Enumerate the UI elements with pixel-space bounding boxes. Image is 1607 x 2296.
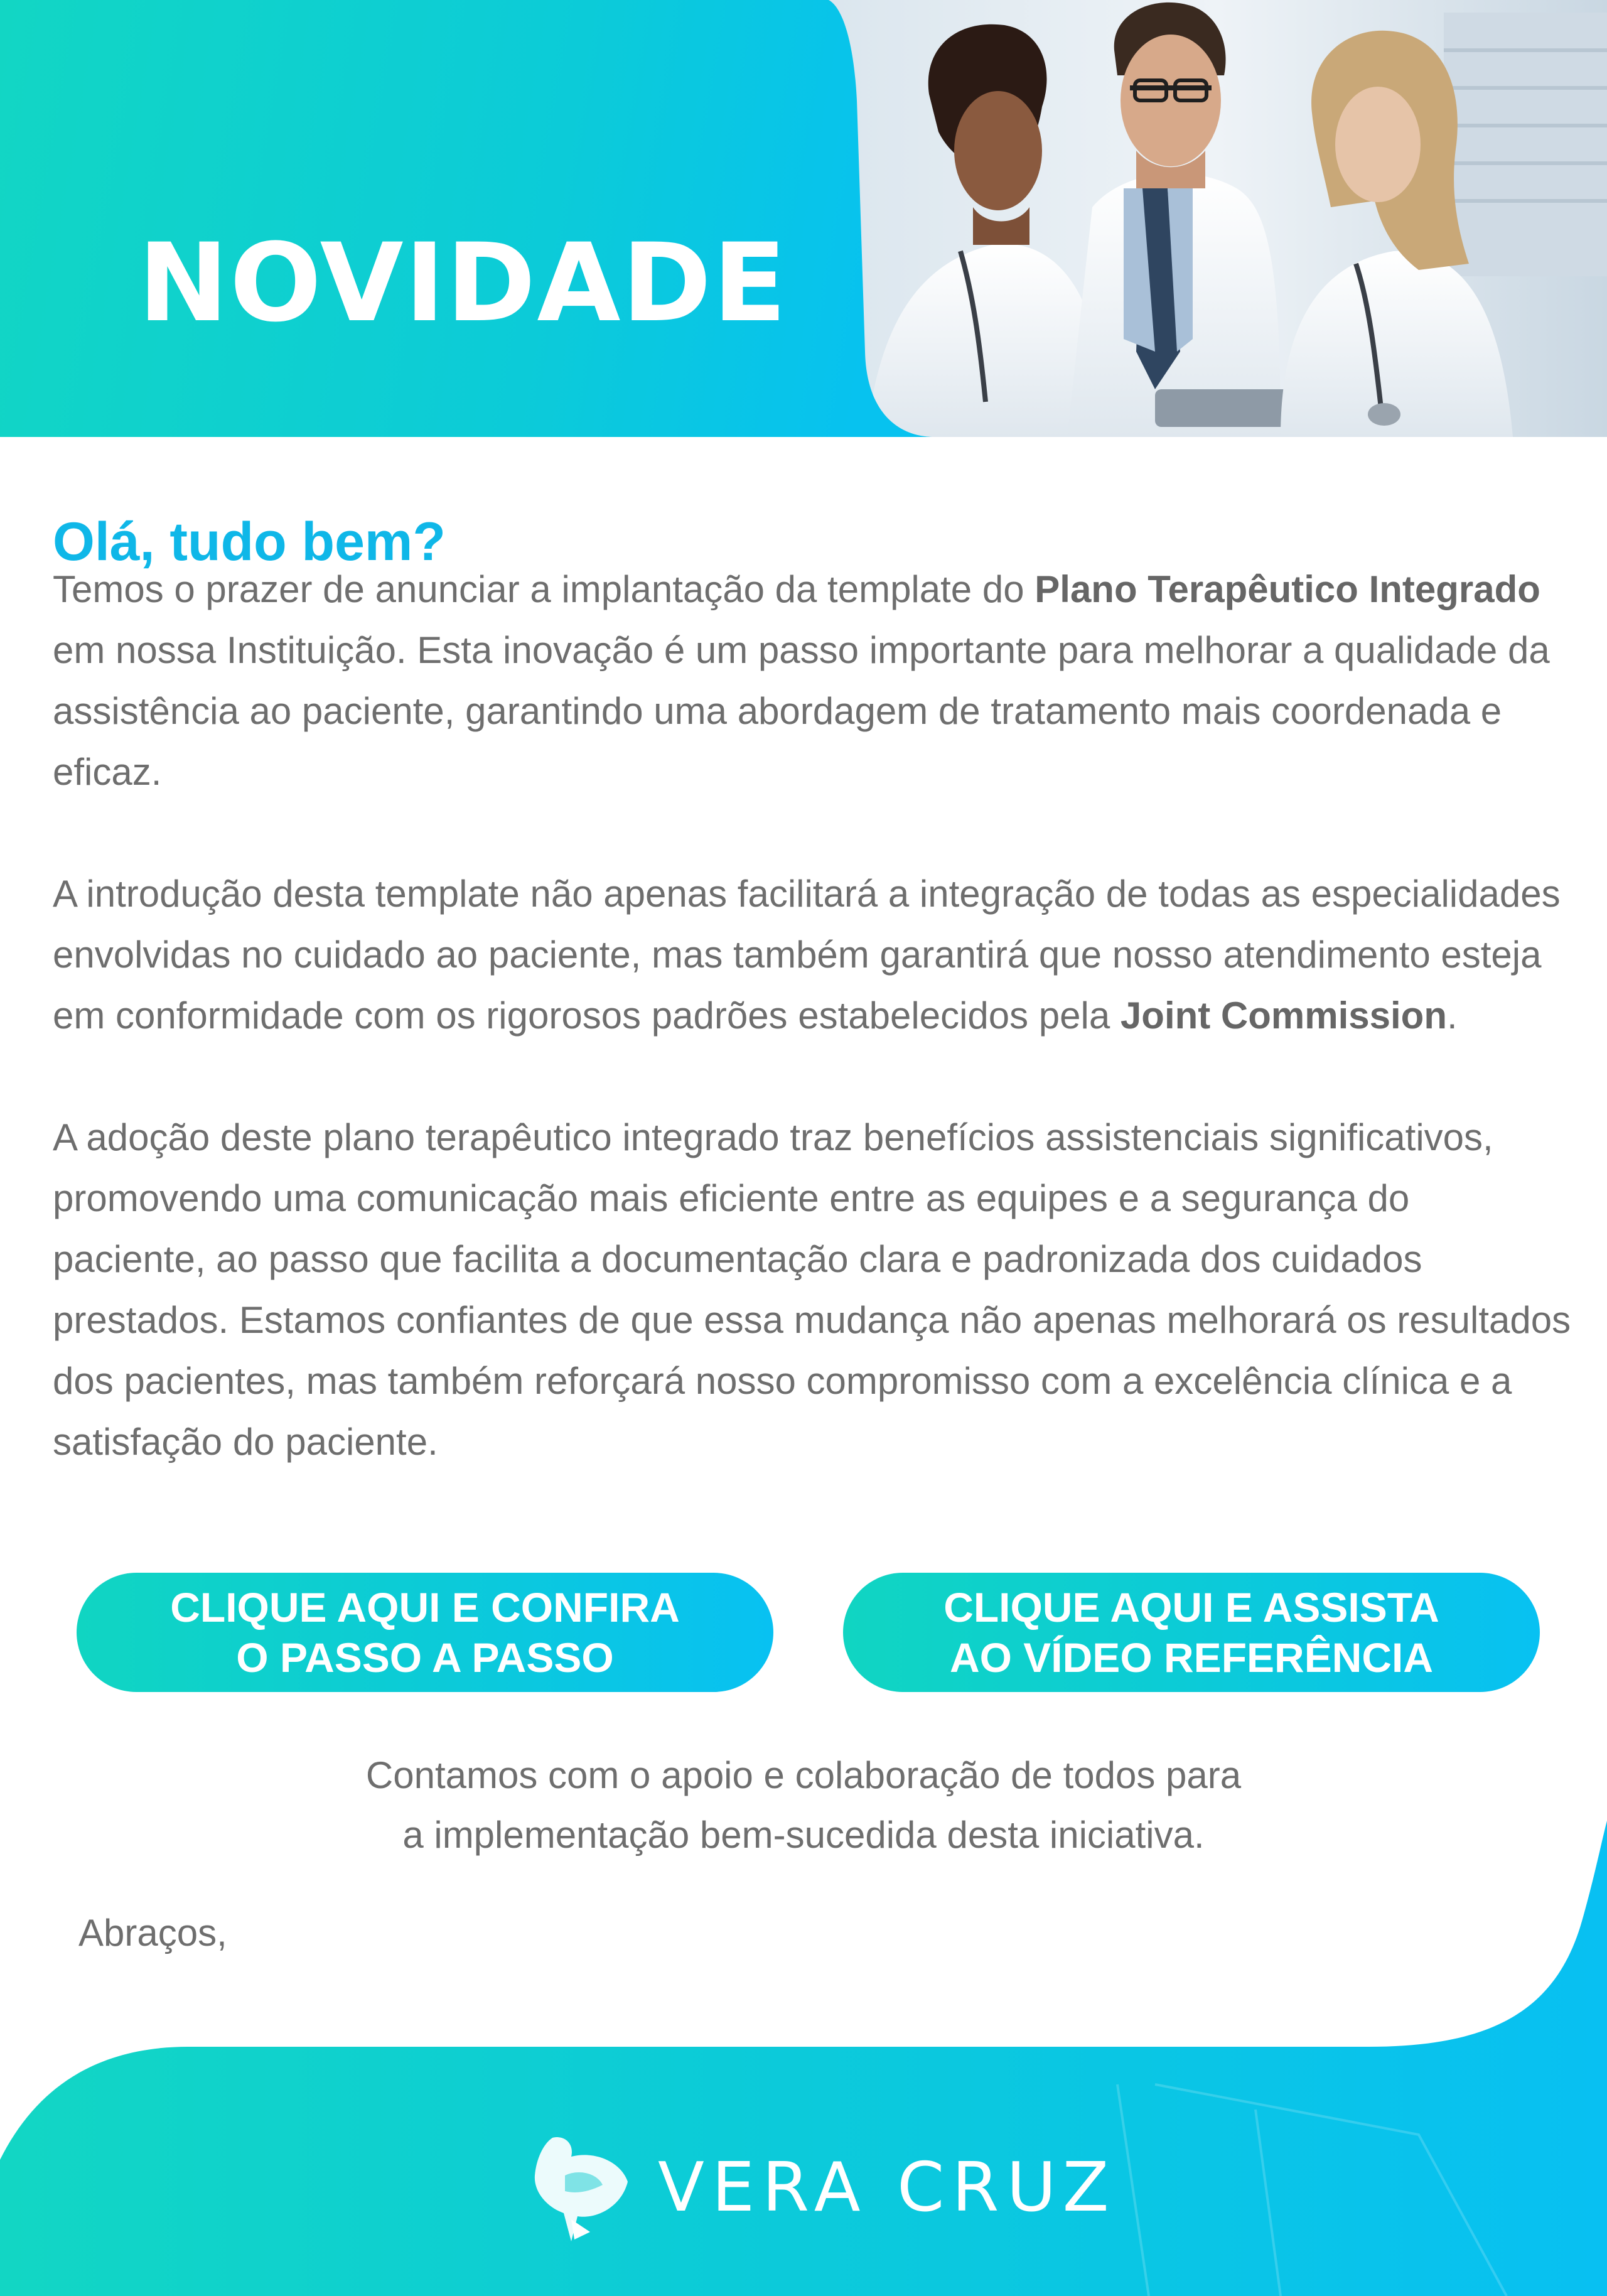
joint-commission-emphasis: Joint Commission bbox=[1120, 994, 1447, 1037]
signoff: Abraços, bbox=[78, 1912, 227, 1954]
reference-video-button-line2: AO VÍDEO REFERÊNCIA bbox=[949, 1634, 1434, 1681]
step-by-step-button-line1: CLIQUE AQUI E CONFIRA bbox=[170, 1584, 680, 1630]
doctors-photo bbox=[829, 0, 1607, 437]
brand-lockup bbox=[527, 2132, 1117, 2245]
paragraph-integration-text-1: A introdução desta template não apenas facilitará a integração de todas as especialidades envolvidas no cuidado ao paciente, mas também garantirá que nosso atendimento esteja em conformidade com os rigorosos padrões estabelecidos pela bbox=[53, 873, 1561, 1037]
plan-name-emphasis: Plano Terapêutico Integrado bbox=[1035, 568, 1540, 610]
closing-line-1: Contamos com o apoio e colaboração de todos para bbox=[365, 1754, 1242, 1796]
closing-line-2: a implementação bem-sucedida desta iniciativa. bbox=[402, 1814, 1205, 1856]
announcement-body bbox=[53, 559, 1572, 1533]
vera-cruz-logo-icon bbox=[527, 2132, 634, 2245]
paragraph-benefits: A adoção deste plano terapêutico integrado traz benefícios assistenciais significativos, promovendo uma comunicação mais eficiente entre as equipes e a segurança do paciente, ao passo que facilita a documentação clara e padronizada dos cuidados prestados. Estamos confiantes de que essa mudança não apenas melhorará os resultados dos pacientes, mas também reforçará nosso compromisso com a excelência clínica e a satisfação do paciente. bbox=[53, 1116, 1571, 1463]
step-by-step-button[interactable] bbox=[77, 1573, 773, 1692]
greeting-heading: Olá, tudo bem? bbox=[53, 512, 446, 573]
paragraph-integration-text-2: . bbox=[1446, 994, 1458, 1037]
header-title: NOVIDADE bbox=[138, 220, 788, 347]
paragraph-integration bbox=[53, 863, 1572, 1046]
reference-video-button[interactable] bbox=[843, 1573, 1540, 1692]
reference-video-button-line1: CLIQUE AQUI E ASSISTA bbox=[943, 1584, 1439, 1630]
closing-message bbox=[176, 1745, 1431, 1865]
step-by-step-button-line2: O PASSO A PASSO bbox=[236, 1634, 614, 1681]
brand-name: VERA CRUZ bbox=[658, 2148, 1117, 2227]
paragraph-intro bbox=[53, 559, 1572, 802]
paragraph-intro-text-1: Temos o prazer de anunciar a implantação da template do bbox=[53, 568, 1035, 610]
paragraph-intro-text-2: em nossa Instituição. Esta inovação é um passo importante para melhorar a qualidade da assistência ao paciente, garantindo uma abordagem de tratamento mais coordenada e eficaz. bbox=[53, 629, 1550, 793]
header-banner bbox=[0, 0, 1607, 437]
